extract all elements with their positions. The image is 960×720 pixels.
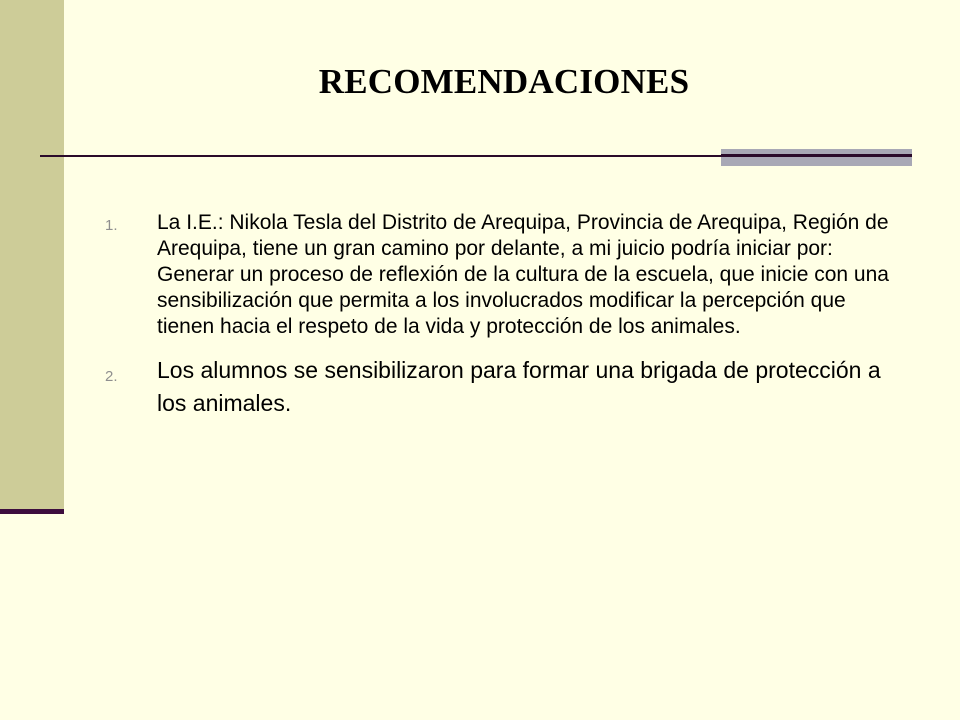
list-item-text: Los alumnos se sensibilizaron para formar una brigada de protección a los animales. (157, 357, 881, 416)
slide-title: RECOMENDACIONES (318, 62, 690, 101)
list-item (105, 210, 905, 340)
recommendations-list (105, 210, 905, 420)
list-item (105, 354, 905, 420)
title-rule-accent (721, 149, 912, 166)
list-item-number: 1. (105, 217, 118, 234)
list-item-number: 2. (105, 368, 118, 385)
list-item-text: La I.E.: Nikola Tesla del Distrito de Arequipa, Provincia de Arequipa, Región de Arequipa, tiene un gran camino por delante, a mi juicio podría iniciar por: Generar un proceso de reflexión de la cultura de la escuela, que inicie con una sensibilización que permita a los involucrados modificar la percepción que tienen hacia el respeto de la vida y protección de los animales. (157, 211, 889, 338)
left-decorative-bar (0, 0, 64, 512)
left-bar-underline (0, 509, 64, 514)
